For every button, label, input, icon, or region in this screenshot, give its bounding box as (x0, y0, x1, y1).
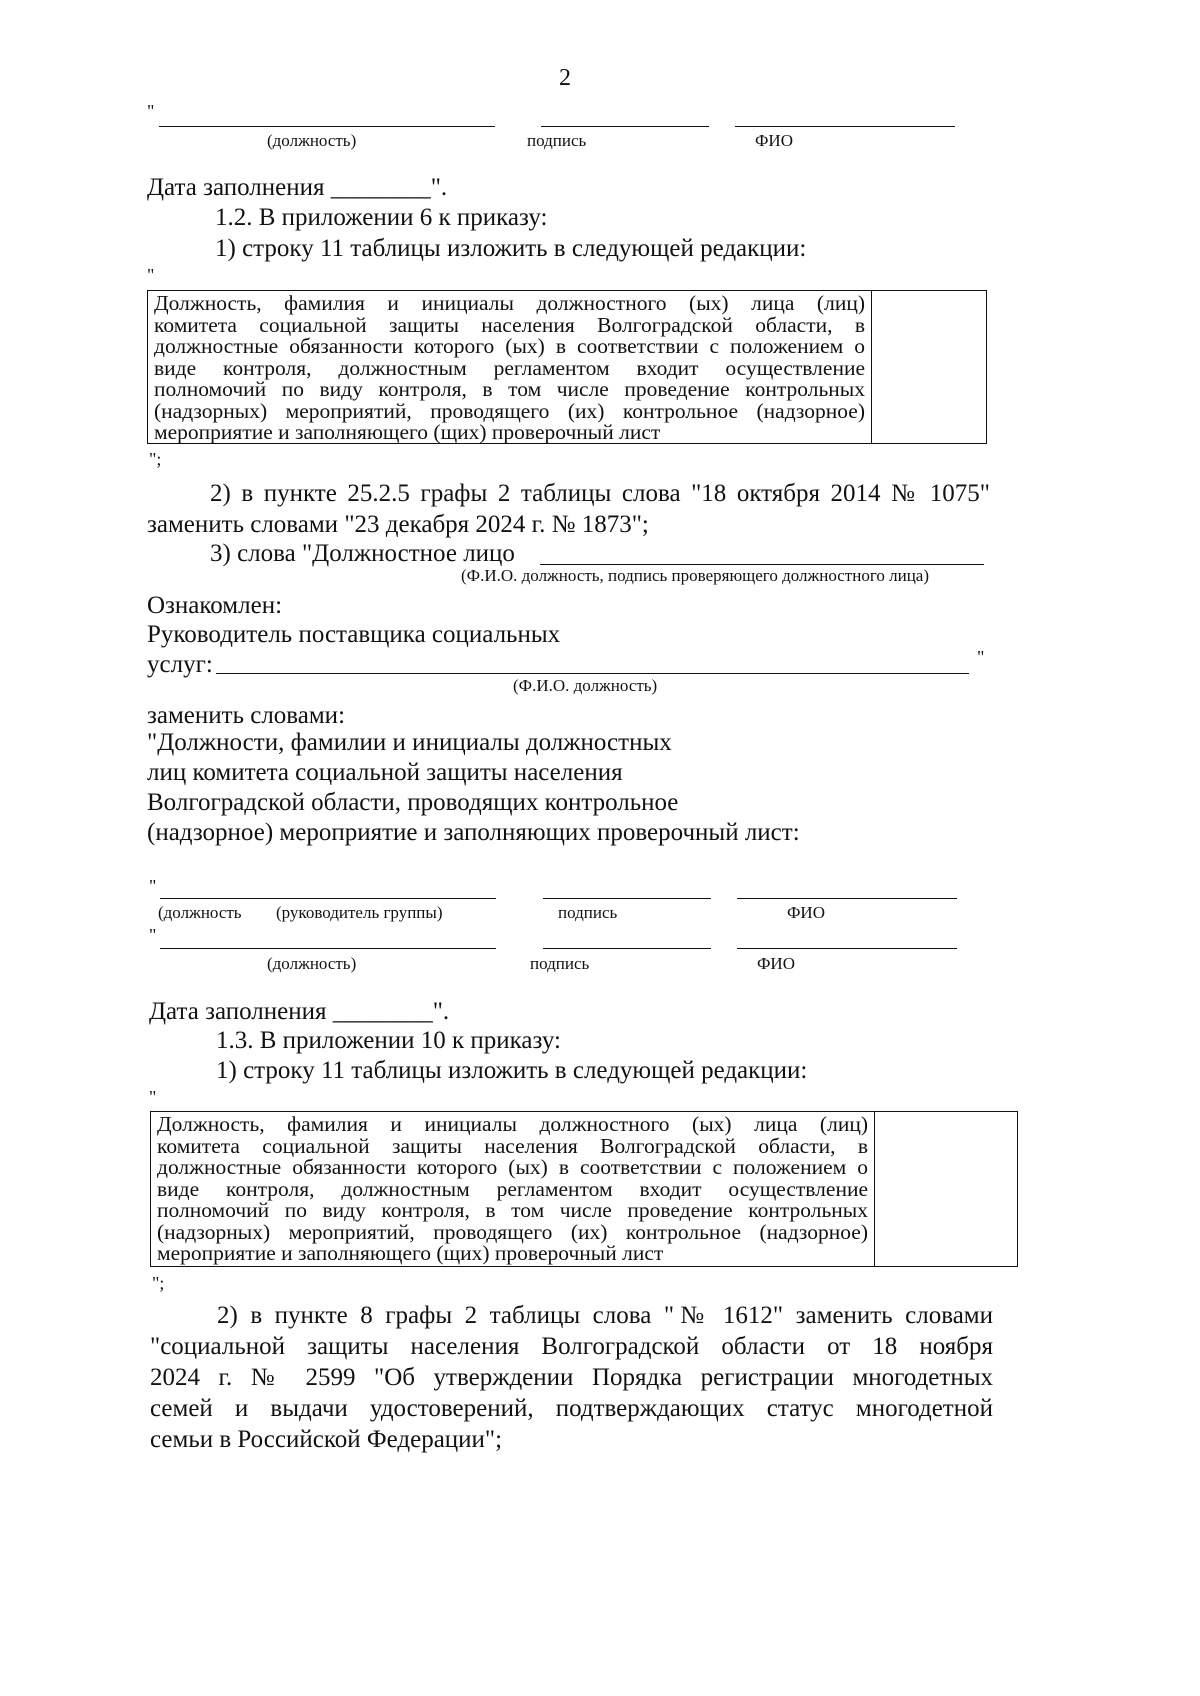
position-caption: (должность) (267, 954, 357, 973)
paragraph-line: семей и выдачи удостоверений, подтверждающих статус многодетной (150, 1395, 993, 1422)
paragraph-line: 3) слова "Должностное лицо (210, 540, 515, 567)
name-caption: ФИО (755, 131, 793, 150)
table-line: (надзорных) мероприятий, проводящего (их) контрольное (надзорное) (154, 398, 865, 423)
table-cell-text (151, 1112, 875, 1266)
signature-caption: подпись (527, 131, 587, 150)
table-line: должностные обязанности которого (ых) в соответствии с положением о (154, 334, 865, 358)
table-row (150, 1111, 1018, 1267)
position-line (159, 126, 495, 127)
table-line: (надзорных) мероприятий, проводящего (их) контрольное (надзорное) (157, 1219, 868, 1244)
signature-line (543, 948, 711, 949)
paragraph-line: 2) в пункте 25.2.5 графы 2 таблицы слова "18 октября 2014 № 1075" (210, 480, 990, 507)
replace-line: "Должности, фамилии и инициалы должностных (147, 729, 672, 756)
fill-line (540, 564, 984, 565)
replace-line: лиц комитета социальной защиты населения (147, 759, 623, 786)
table-line: должностные обязанности которого (ых) в соответствии с положением о (157, 1155, 868, 1179)
signature-caption: подпись (558, 903, 618, 922)
name-line (737, 898, 957, 899)
paragraph-line: "социальной защиты населения Волгоградской области от 18 ноября (150, 1333, 993, 1360)
paragraph (150, 1300, 993, 1455)
table-line: мероприятие и заполняющего (щих) проверочный лист (157, 1241, 664, 1265)
closing-quote: "; (152, 1273, 165, 1293)
acquainted-label: Ознакомлен: (147, 592, 283, 619)
signature-line (543, 898, 711, 899)
section-heading: 1.2. В приложении 6 к приказу: (215, 204, 548, 231)
table-line: виде контроля, должностным регламентом входит осуществление (154, 355, 865, 380)
fill-line (216, 673, 969, 674)
table-cell-text (148, 291, 872, 443)
table-line: полномочий по виду контроля, в том числе проведение контрольных (154, 377, 865, 401)
opening-quote: " (149, 925, 157, 945)
fill-date: Дата заполнения ________". (149, 998, 450, 1025)
position-line (160, 948, 496, 949)
paragraph-line: 2) в пункте 8 графы 2 таблицы слова "№ 1612" заменить словами (217, 1302, 993, 1329)
replace-label: заменить словами: (147, 702, 346, 729)
fill-date: Дата заполнения ________". (147, 174, 448, 201)
signature-line (541, 126, 709, 127)
head-label: Руководитель поставщика социальных (147, 621, 561, 648)
table-line: мероприятие и заполняющего (щих) проверочный лист (154, 420, 661, 444)
opening-quote: " (147, 101, 155, 121)
replace-line: Волгоградской области, проводящих контрольное (147, 789, 679, 816)
position-line (160, 898, 496, 899)
list-item: 1) строку 11 таблицы изложить в следующей редакции: (216, 1057, 808, 1084)
table-line: виде контроля, должностным регламентом входит осуществление (157, 1176, 868, 1201)
table-line: Должность, фамилия и инициалы должностного (ых) лица (лиц) (157, 1112, 868, 1136)
paragraph-line: заменить словами "23 декабря 2024 г. № 1873"; (147, 511, 649, 538)
closing-quote: "; (149, 449, 162, 469)
paragraph (147, 478, 990, 509)
opening-quote: " (149, 876, 157, 896)
paragraph-line: 2024 г. № 2599 "Об утверждении Порядка регистрации многодетных (150, 1364, 993, 1391)
table-line: комитета социальной защиты населения Волгоградской области, в (157, 1133, 868, 1158)
list-item: 1) строку 11 таблицы изложить в следующей редакции: (215, 235, 807, 262)
position-caption: (должность) (267, 131, 357, 150)
page-number: 2 (559, 65, 571, 91)
name-line (735, 126, 955, 127)
opening-quote: " (147, 265, 155, 285)
name-line (737, 948, 957, 949)
section-heading: 1.3. В приложении 10 к приказу: (216, 1027, 561, 1054)
fill-caption: (Ф.И.О. должность) (513, 676, 658, 695)
services-label: услуг: (147, 651, 213, 678)
closing-quote: " (977, 647, 985, 667)
paragraph-line: семьи в Российской Федерации"; (150, 1426, 503, 1453)
signature-caption: подпись (530, 954, 590, 973)
table-line: комитета социальной защиты населения Волгоградской области, в (154, 312, 865, 337)
name-caption: ФИО (757, 954, 795, 973)
replace-line: (надзорное) мероприятие и заполняющих проверочный лист: (147, 819, 800, 846)
opening-quote: " (149, 1087, 157, 1107)
position-caption: (должность (158, 903, 242, 922)
group-caption: (руководитель группы) (276, 903, 443, 922)
table-line: полномочий по виду контроля, в том числе проведение контрольных (157, 1198, 868, 1222)
name-caption: ФИО (787, 903, 825, 922)
table-row (147, 290, 987, 444)
table-line: Должность, фамилия и инициалы должностного (ых) лица (лиц) (154, 291, 865, 315)
fill-caption: (Ф.И.О. должность, подпись проверяющего должностного лица) (461, 566, 930, 585)
